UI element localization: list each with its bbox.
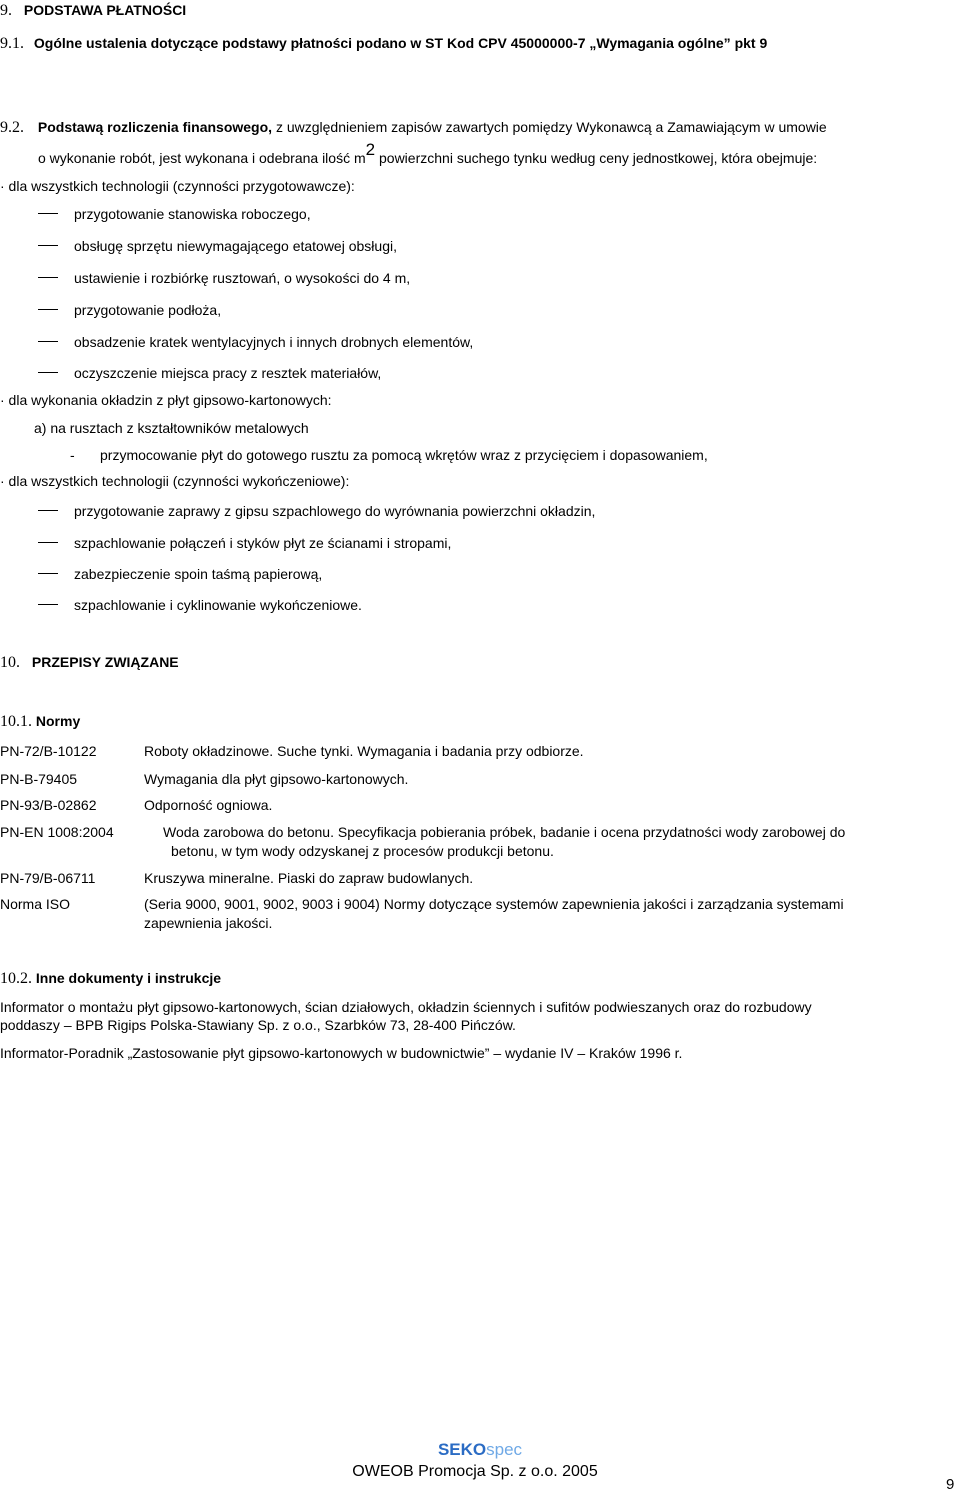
list-item: obsługę sprzętu niewymagającego etatowej obsługi, <box>74 238 397 254</box>
section-9-heading <box>0 2 186 20</box>
section-text: o wykonanie robót, jest wykonana i odebrana ilość m <box>38 150 366 166</box>
document-entry: Informator-Poradnik „Zastosowanie płyt gipsowo-kartonowych w budownictwie” – wydanie IV – Kraków 1996 r. <box>0 1045 683 1061</box>
norm-code: PN-79/B-06711 <box>0 870 96 886</box>
hyphen-marker: - <box>70 447 75 463</box>
section-number: 10.2. <box>0 970 32 987</box>
section-number: 10. <box>0 654 20 671</box>
section-title: Normy <box>35 713 81 729</box>
norm-code: PN-72/B-10122 <box>0 743 97 759</box>
dash-marker <box>38 604 58 605</box>
group-1-heading: · dla wszystkich technologii (czynności przygotowawcze): <box>0 178 355 194</box>
dash-marker <box>38 309 58 310</box>
list-item: obsadzenie kratek wentylacyjnych i innych drobnych elementów, <box>74 334 474 350</box>
dash-marker <box>38 510 58 511</box>
section-text: powierzchni suchego tynku według ceny jednostkowej, która obejmuje: <box>379 150 818 166</box>
section-9-1 <box>0 35 767 53</box>
dash-marker <box>38 573 58 574</box>
section-10-2-heading <box>0 970 221 988</box>
section-number: 10.1. <box>0 713 32 730</box>
norm-code: PN-B-79405 <box>0 771 78 787</box>
list-item: przymocowanie płyt do gotowego rusztu za pomocą wkrętów wraz z przycięciem i dopasowaniem, <box>100 447 708 463</box>
section-text: z uwzględnieniem zapisów zawartych pomiędzy Wykonawcą a Zamawiającym w umowie <box>275 119 827 135</box>
list-item: szpachlowanie i cyklinowanie wykończeniowe. <box>74 597 362 613</box>
section-text: Ogólne ustalenia dotyczące podstawy płatności podano w ST Kod CPV 45000000-7 „Wymagania ogólne” pkt 9 <box>33 35 768 51</box>
page-number: 9 <box>946 1476 955 1493</box>
norm-code: PN-93/B-02862 <box>0 797 97 813</box>
dash-marker <box>38 245 58 246</box>
list-item: przygotowanie podłoża, <box>74 302 222 318</box>
section-10-heading <box>0 654 179 672</box>
norm-description-cont: zapewnienia jakości. <box>144 915 273 931</box>
group-2-heading: · dla wykonania okładzin z płyt gipsowo-kartonowych: <box>0 392 332 408</box>
norm-description: Wymagania dla płyt gipsowo-kartonowych. <box>144 771 409 787</box>
group-2-subheading: a) na rusztach z kształtowników metalowych <box>34 420 309 436</box>
brand-part: SEKO <box>437 1440 487 1459</box>
section-title: PODSTAWA PŁATNOŚCI <box>23 2 187 18</box>
superscript: 2 <box>365 140 376 159</box>
brand-part: spec <box>486 1440 523 1459</box>
norm-code: Norma ISO <box>0 896 71 912</box>
group-3-heading: · dla wszystkich technologii (czynności wykończeniowe): <box>0 473 350 489</box>
list-item: oczyszczenie miejsca pracy z resztek materiałów, <box>74 365 382 381</box>
norm-code: PN-EN 1008:2004 <box>0 824 114 840</box>
dash-marker <box>38 542 58 543</box>
list-item: przygotowanie zaprawy z gipsu szpachlowego do wyrównania powierzchni okładzin, <box>74 503 596 519</box>
list-item: ustawienie i rozbiórkę rusztowań, o wysokości do 4 m, <box>74 270 411 286</box>
list-item: szpachlowanie połączeń i styków płyt ze ścianami i stropami, <box>74 535 452 551</box>
section-10-1-heading <box>0 713 80 731</box>
footer-company: OWEOB Promocja Sp. z o.o. 2005 <box>352 1463 598 1480</box>
section-title: PRZEPISY ZWIĄZANE <box>31 654 179 670</box>
norm-description: Roboty okładzinowe. Suche tynki. Wymagania i badania przy odbiorze. <box>144 743 584 759</box>
norm-description-cont: betonu, w tym wody odzyskanej z procesów produkcji betonu. <box>171 843 554 859</box>
dash-marker <box>38 372 58 373</box>
norm-description: Kruszywa mineralne. Piaski do zapraw budowlanych. <box>144 870 474 886</box>
section-number: 9.1. <box>0 35 24 52</box>
section-bold-text: Podstawą rozliczenia finansowego, <box>37 119 273 135</box>
list-item: zabezpieczenie spoin taśmą papierową, <box>74 566 323 582</box>
norm-description: (Seria 9000, 9001, 9002, 9003 i 9004) Normy dotyczące systemów zapewnienia jakości i zarządzania systemami <box>144 896 844 912</box>
norm-description: Woda zarobowa do betonu. Specyfikacja pobierania próbek, badanie i ocena przydatności wody zarobowej do <box>163 824 846 840</box>
dash-marker <box>38 277 58 278</box>
dash-marker <box>38 213 58 214</box>
list-item: przygotowanie stanowiska roboczego, <box>74 206 311 222</box>
footer-brand-logo <box>0 1440 960 1460</box>
dash-marker <box>38 341 58 342</box>
section-number: 9.2. <box>0 119 24 136</box>
section-9-2-line1 <box>0 119 827 137</box>
norm-description: Odporność ogniowa. <box>144 797 273 813</box>
document-entry-line2: poddaszy – BPB Rigips Polska-Stawiany Sp. z o.o., Szarbków 73, 28-400 Pińczów. <box>0 1017 516 1033</box>
section-9-2-line2 <box>38 140 818 168</box>
section-number: 9. <box>0 2 12 19</box>
section-title: Inne dokumenty i instrukcje <box>35 970 222 986</box>
document-entry-line1: Informator o montażu płyt gipsowo-kartonowych, ścian działowych, okładzin ściennych i sufitów podwieszanych oraz do rozbudowy <box>0 999 812 1015</box>
